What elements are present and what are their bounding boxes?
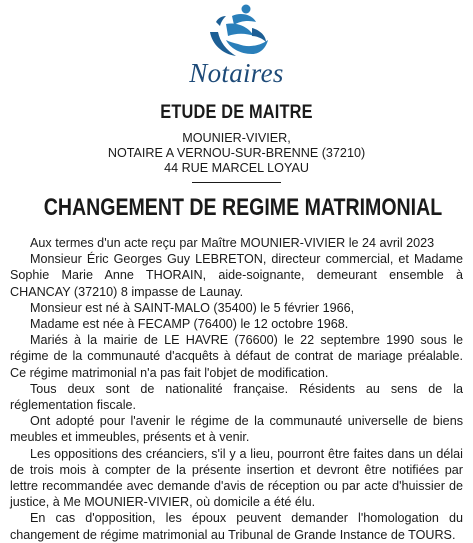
notice-paragraph: Aux termes d'un acte reçu par Maître MOUNIER-VIVIER le 24 avril 2023	[30, 236, 435, 250]
notice-paragraph: Mariés à la mairie de LE HAVRE (76600) le 22 septembre 1990 sous le régime de la communauté d'acquêts à défaut de contrat de mariage préalable. Ce régime matrimonial n'a pas fait l'objet de modification.	[10, 333, 463, 380]
address-line-2: NOTAIRE A VERNOU-SUR-BRENNE (37210)	[107, 146, 366, 160]
address-line-1: MOUNIER-VIVIER,	[182, 131, 291, 145]
notice-paragraph: Ont adopté pour l'avenir le régime de la communauté universelle de biens meubles et immeubles, présents et à venir.	[10, 414, 463, 445]
notice-paragraph: Monsieur Éric Georges Guy LEBRETON, directeur commercial, et Madame Sophie Marie Anne THORAIN, aide-soignante, demeurant ensemble à CHANCAY (37210) 8 impasse de Launay.	[10, 252, 463, 299]
notice-paragraph: Madame est née à FECAMP (76400) le 12 octobre 1968.	[30, 317, 349, 332]
separator-rule	[192, 182, 281, 183]
notaires-logo	[0, 0, 473, 95]
etude-title: ETUDE DE MAITRE	[160, 102, 313, 123]
notice-paragraph: Tous deux sont de nationalité française. Résidents au sens de la réglementation fiscale.	[10, 381, 463, 413]
notary-address	[0, 131, 473, 176]
notice-paragraph: Les oppositions des créanciers, s'il y a lieu, pourront être faites dans un délai de trois mois à compter de la présente insertion et devront être notifiées par lettre recommandée avec demande d'avis de réception ou par acte d'huissier de justice, à Me MOUNIER-VIVIER, où domicile a été élu.	[10, 446, 463, 510]
notice-heading: CHANGEMENT DE REGIME MATRIMONIAL	[43, 194, 443, 221]
notaires-marianne-logo-icon	[196, 2, 278, 64]
notice-body	[10, 235, 463, 543]
notice-paragraph: Monsieur est né à SAINT-MALO (35400) le 5 février 1966,	[30, 300, 355, 315]
address-line-3: 44 RUE MARCEL LOYAU	[164, 161, 309, 175]
logo-text: Notaires	[189, 58, 284, 88]
notice-paragraph: En cas d'opposition, les époux peuvent demander l'homologation du changement de régime matrimonial au Tribunal de Grande Instance de TOURS.	[10, 511, 463, 542]
